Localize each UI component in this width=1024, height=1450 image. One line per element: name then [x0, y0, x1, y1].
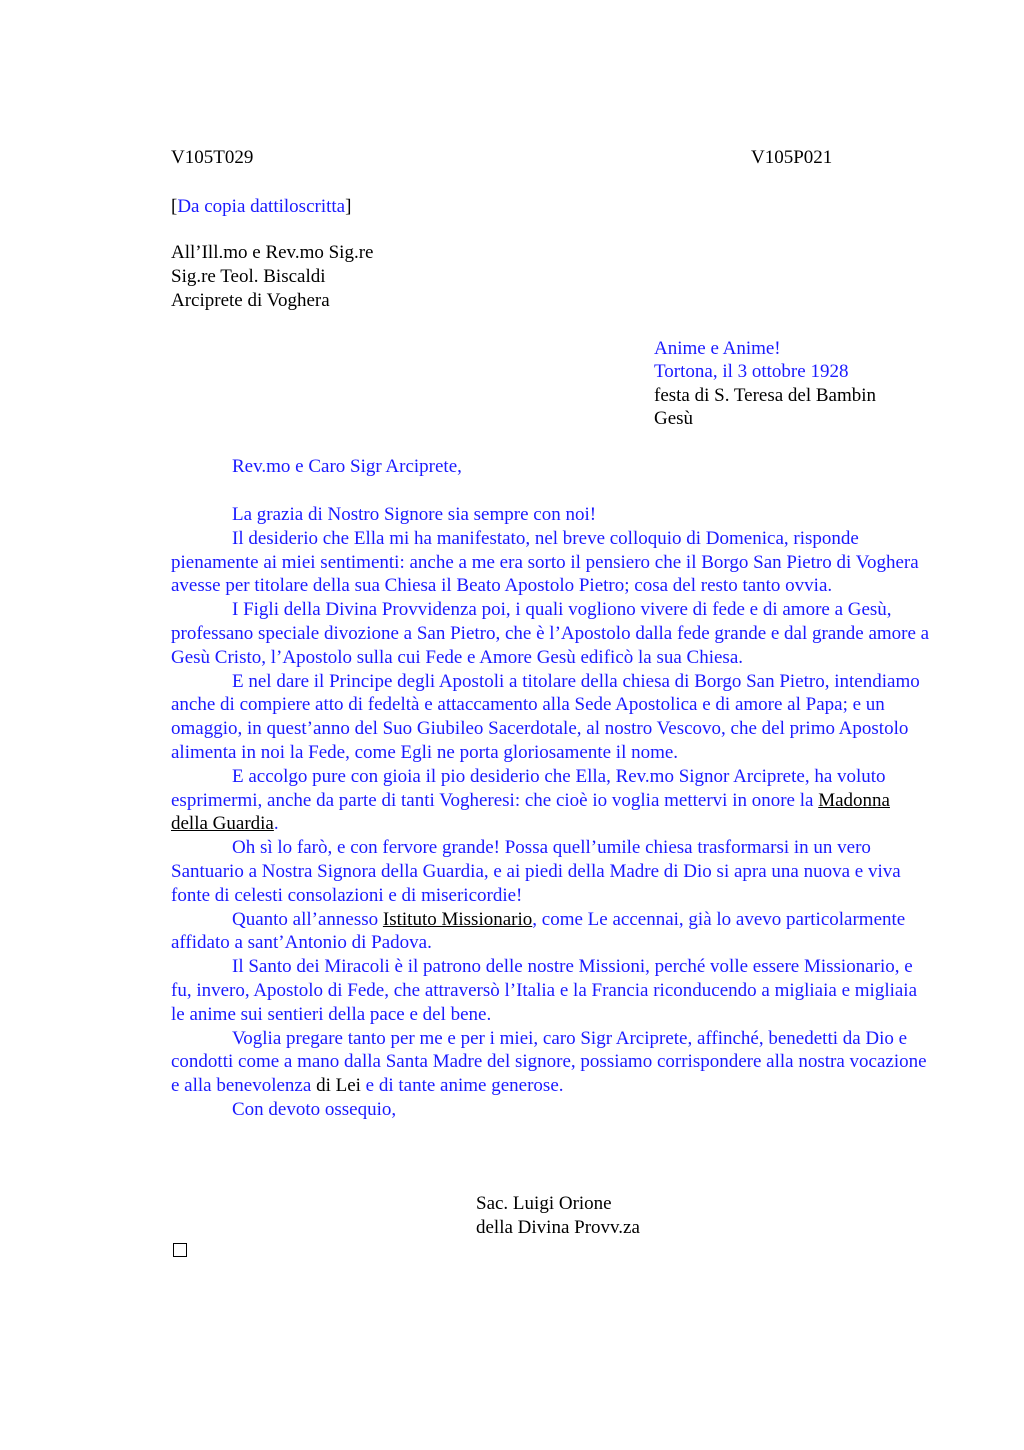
paragraph-text-dark: di Lei — [316, 1075, 361, 1097]
paragraph — [171, 765, 931, 836]
paragraph — [171, 908, 931, 956]
paragraph-text: E accolgo pure con gioia il pio desiderio che Ella, Rev.mo Signor Arciprete, ha voluto esprimermi, anche da parte di tanti Vogheresi: che cioè io voglia mettervi in onore la — [171, 765, 886, 811]
paragraph-text: Voglia pregare tanto per me e per i miei, caro Sigr Arciprete, affinché, benedetti da Dio e condotti come a mano dalla Santa Madre del signore, possiamo corrispondere alla nostra vocazione e alla benevolenza — [171, 1027, 927, 1097]
signature-name: Sac. Luigi Orione — [476, 1193, 612, 1214]
paragraph: Oh sì lo farò, e con fervore grande! Possa quell’umile chiesa trasformarsi in un vero Santuario a Nostra Signora della Guardia, e ai piedi della Madre di Dio si apra una nuova e viva fonte di celesti consolazioni e di misericordie! — [171, 837, 901, 906]
checkbox-square-icon — [173, 1243, 187, 1257]
istituto-missionario-link[interactable]: Istituto Missionario — [382, 908, 533, 930]
address-line: Sig.re Teol. Biscaldi — [171, 266, 326, 287]
paragraph: Il desiderio che Ella mi ha manifestato, nel breve colloquio di Domenica, risponde pienamente ai miei sentimenti: anche a me era sorto il pensiero che il Borgo San Pietro di Voghera avesse per titolare della sua Chiesa il Beato Apostolo Pietro; cosa del resto tanto ovvia. — [171, 527, 919, 597]
signature-title: della Divina Provv.za — [476, 1217, 640, 1238]
right-code: V105P021 — [751, 147, 833, 168]
paragraph: E nel dare il Principe degli Apostoli a titolare della chiesa di Borgo San Pietro, intendiamo anche di compiere atto di fedeltà e attaccamento alla Sede Apostolica e di amore al Papa; e un omaggio, in quest’anno del Suo Giubileo Sacerdotale, al nostro Vescovo, che del primo Apostolo alimenta in noi la Fede, come Egli ne porta gloriosamente il nome. — [171, 670, 920, 763]
paragraph — [171, 1027, 931, 1098]
bracket-close: ] — [345, 196, 352, 217]
paragraph: I Figli della Divina Provvidenza poi, i quali vogliono vivere di fede e di amore a Gesù, professano speciale divozione a San Pietro, che è l’Apostolo dalla fede grande e dal grande amore a Gesù Cristo, l’Apostolo sulla cui Fede e Amore Gesù edificò la sua Chiesa. — [171, 599, 930, 668]
left-code: V105T029 — [171, 147, 254, 168]
paragraph-text: e di tante anime generose. — [360, 1075, 564, 1097]
paragraph: Con devoto ossequio, — [232, 1098, 397, 1120]
place-date: Tortona, il 3 ottobre 1928 — [654, 361, 849, 382]
paragraph: Il Santo dei Miracoli è il patrono delle nostre Missioni, perché volle essere Missionario, e fu, invero, Apostolo di Fede, che attraversò l’Italia e la Francia riconducendo a migliaia e migliaia le anime sui sentieri della pace e del bene. — [171, 956, 918, 1025]
madonna-della-guardia-link[interactable]: Madonna della Guardia — [171, 789, 890, 835]
motto: Anime e Anime! — [654, 338, 781, 359]
address-line: All’Ill.mo e Rev.mo Sig.re — [171, 242, 374, 263]
paragraph-text: Quanto all’annesso — [232, 908, 383, 930]
paragraph-text: . — [273, 813, 279, 835]
letter-body — [171, 503, 931, 1122]
paragraph: La grazia di Nostro Signore sia sempre con noi! — [232, 504, 597, 525]
source-note-text: Da copia dattiloscritta — [177, 196, 346, 217]
address-line: Arciprete di Voghera — [171, 290, 330, 311]
feast-line: festa di S. Teresa del Bambin — [654, 385, 877, 406]
source-note — [171, 195, 351, 219]
paragraph-text: , come Le accennai, già lo avevo particolarmente affidato a sant’Antonio di Padova. — [171, 908, 906, 954]
feast-line: Gesù — [654, 408, 694, 429]
bracket-open: [ — [171, 196, 178, 217]
salutation: Rev.mo e Caro Sigr Arciprete, — [232, 456, 462, 477]
